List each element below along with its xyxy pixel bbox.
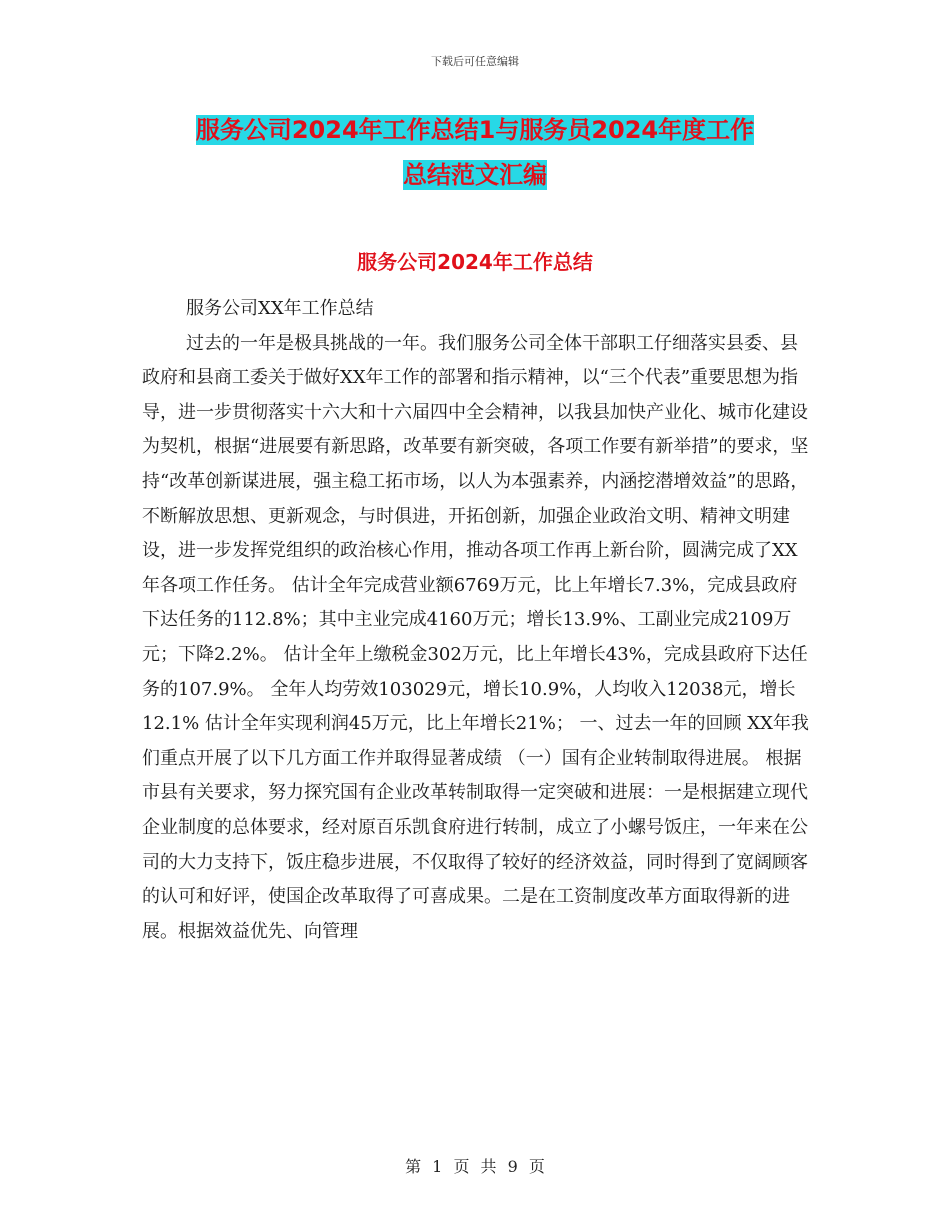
- body-paragraph-main: 过去的一年是极具挑战的一年。我们服务公司全体干部职工仔细落实县委、县政府和县商工委关于做好XX年工作的部署和指示精神，以“三个代表”重要思想为指导，进一步贯彻落实十六大和十六届四中全会精神，以我县加快产业化、城市化建设为契机，根据“进展要有新思路，改革要有新突破，各项工作要有新举措”的要求，坚持“改革创新谋进展，强主稳工拓市场，以人为本强素养，内涵挖潜增效益”的思路，不断解放思想、更新观念，与时俱进，开拓创新，加强企业政治文明、精神文明建设，进一步发挥党组织的政治核心作用，推动各项工作再上新台阶，圆满完成了XX年各项工作任务。 估计全年完成营业额6769万元，比上年增长7.3%，完成县政府下达任务的112.8%；其中主业完成4160万元；增长13.9%、工副业完成2109万元；下降2.2%。 估计全年上缴税金302万元，比上年增长43%，完成县政府下达任务的107.9%。 全年人均劳效103029元，增长10.9%，人均收入12038元，增长12.1% 估计全年实现利润45万元，比上年增长21%； 一、过去一年的回顾 XX年我们重点开展了以下几方面工作并取得显著成绩 （一）国有企业转制取得进展。 根据市县有关要求，努力探究国有企业改革转制取得一定突破和进展：一是根据建立现代企业制度的总体要求，经对原百乐凯食府进行转制，成立了小螺号饭庄，一年来在公司的大力支持下，饭庄稳步进展，不仅取得了较好的经济效益，同时得到了宽阔顾客的认可和好评，使国企改革取得了可喜成果。二是在工资制度改革方面取得新的进展。根据效益优先、向管理: [142, 332, 809, 942]
- document-title-line-1: 服务公司2024年工作总结1与服务员2024年度工作: [195, 116, 755, 144]
- document-title-line-2: 总结范文汇编: [403, 161, 547, 189]
- page-header-note: 下载后可任意编辑: [431, 55, 519, 68]
- body-paragraph-subtitle: 服务公司XX年工作总结: [186, 298, 374, 319]
- document-body: [142, 292, 814, 949]
- section-title: 服务公司2024年工作总结: [357, 250, 593, 274]
- document-title: [150, 108, 800, 198]
- page-number: 第 1 页 共 9 页: [405, 1157, 545, 1176]
